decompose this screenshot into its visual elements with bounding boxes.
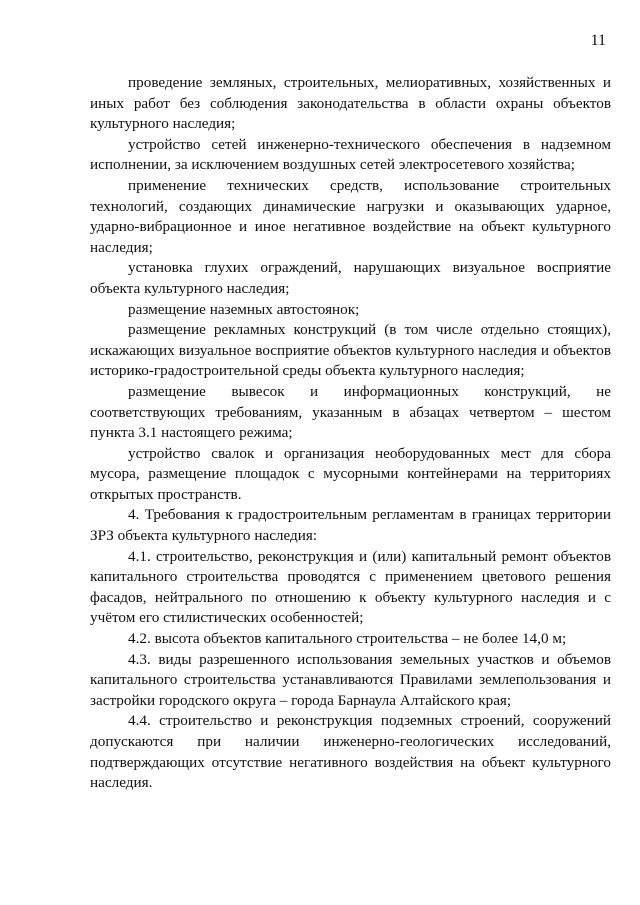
paragraph: применение технических средств, использование строительных технологий, создающих динамические нагрузки и оказывающих ударное, ударно-вибрационное и иное негативное воздействие на объект культурного наследия; bbox=[90, 176, 611, 256]
paragraph: устройство сетей инженерно-технического обеспечения в надземном исполнении, за исключением воздушных сетей электросетевого хозяйства; bbox=[90, 135, 611, 174]
clause-4-3: 4.3. виды разрешенного использования земельных участков и объемов капитального строительства устанавливаются Правилами землепользования и застройки городского округа – города Барнаула Алтайского края; bbox=[90, 650, 611, 709]
clause-4-4: 4.4. строительство и реконструкция подземных строений, сооружений допускаются при наличии инженерно-геологических исследований, подтверждающих отсутствие негативного воздействия на объект культурного наследия. bbox=[90, 712, 611, 792]
section-heading-paragraph: 4. Требования к градостроительным регламентам в границах территории ЗРЗ объекта культурного наследия: bbox=[90, 506, 611, 545]
page-number: 11 bbox=[590, 32, 606, 49]
paragraph: размещение вывесок и информационных конструкций, не соответствующих требованиям, указанным в абзацах четвертом – шестом пункта 3.1 настоящего режима; bbox=[90, 382, 611, 442]
paragraph: проведение земляных, строительных, мелиоративных, хозяйственных и иных работ без соблюдения законодательства в области охраны объектов культурного наследия; bbox=[90, 74, 611, 133]
paragraph: устройство свалок и организация необорудованных мест для сбора мусора, размещение площадок с мусорными контейнерами на территориях открытых пространств. bbox=[90, 444, 611, 503]
paragraph: установка глухих ограждений, нарушающих визуальное восприятие объекта культурного наследия; bbox=[90, 259, 611, 297]
clause-4-2: 4.2. высота объектов капитального строительства – не более 14,0 м; bbox=[128, 630, 567, 648]
paragraph: размещение наземных автостоянок; bbox=[128, 300, 360, 318]
paragraph: размещение рекламных конструкций (в том числе отдельно стоящих), искажающих визуальное восприятие объектов культурного наследия и объектов историко-градостроительной среды объекта культурного наследия; bbox=[90, 321, 611, 380]
document-body bbox=[90, 73, 611, 794]
clause-4-1: 4.1. строительство, реконструкция и (или) капитальный ремонт объектов капитального строительства проводятся с применением цветового решения фасадов, нейтрального по отношению к объекту культурного наследия и с учётом его стилистических особенностей; bbox=[90, 547, 611, 627]
